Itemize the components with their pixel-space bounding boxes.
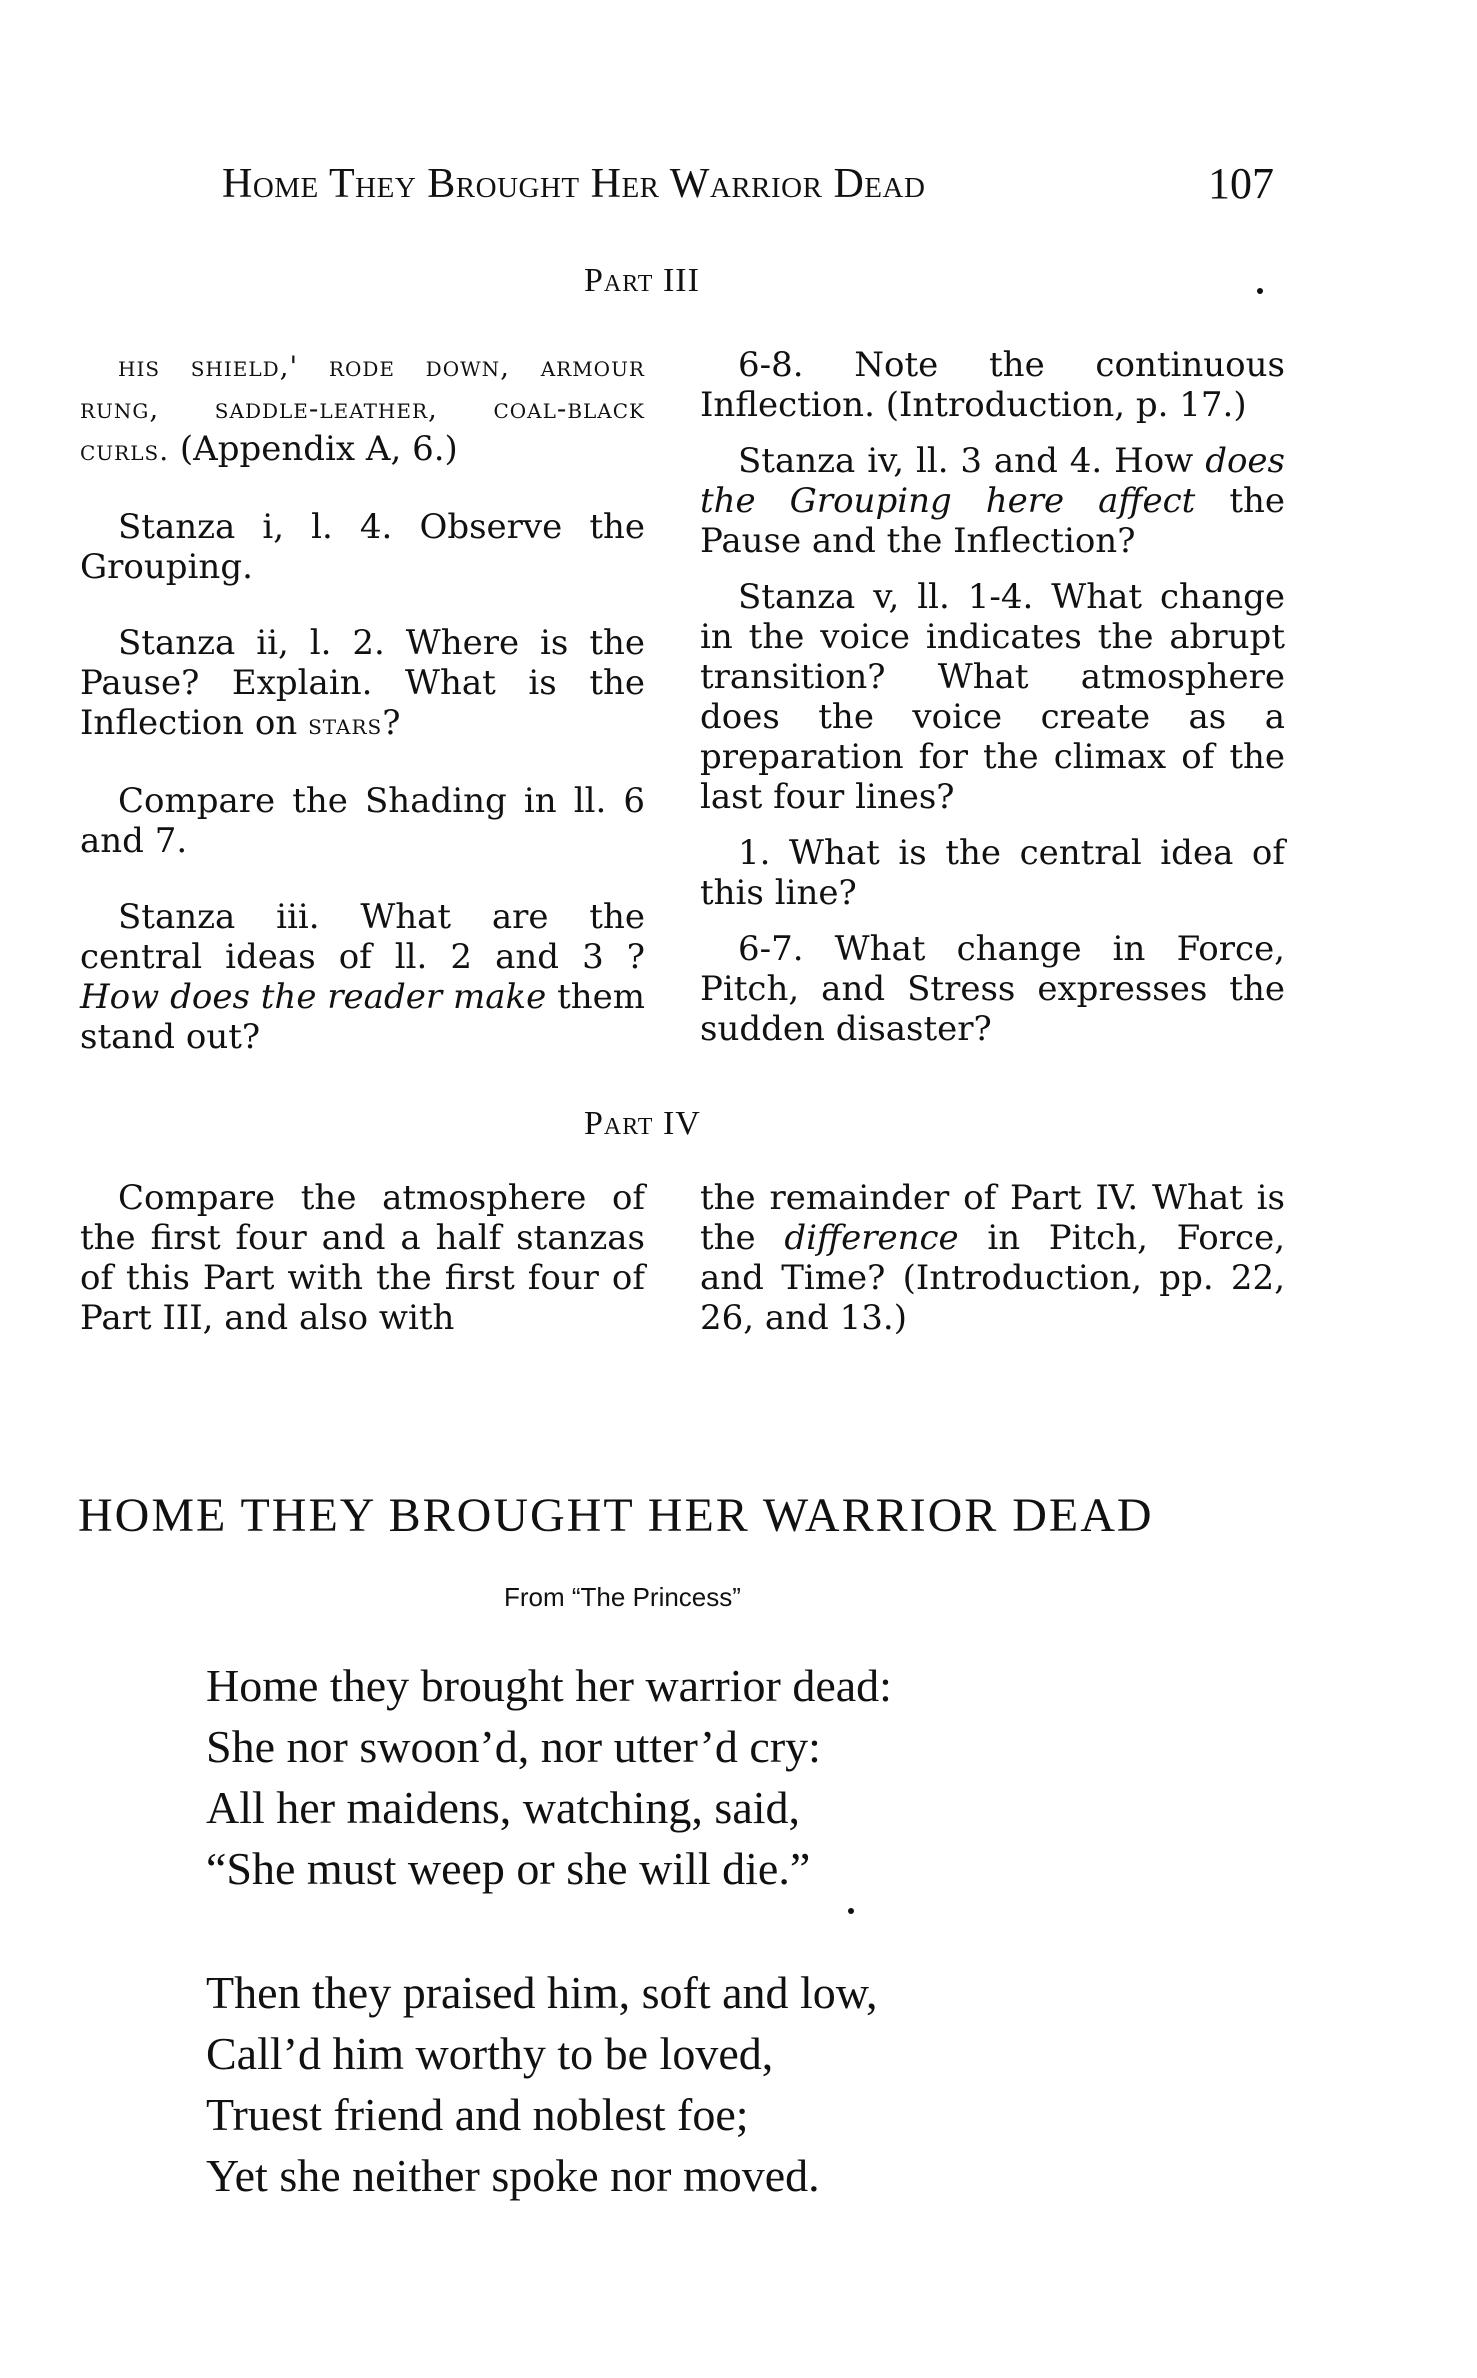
poem-line: Then they praised him, soft and low, — [206, 1967, 878, 2018]
poem-subtitle: From “The Princess” — [504, 1582, 741, 1612]
note-stanza-i: Stanza i, l. 4. Observe the Grouping. — [80, 507, 645, 587]
poem-line: All her maidens, watching, said, — [206, 1782, 801, 1833]
poem-title: HOME THEY BROUGHT HER WARRIOR DEAD — [78, 1489, 1154, 1542]
part-iii-heading: Part III — [584, 262, 700, 299]
note-compare-atmosphere: Compare the atmosphere of the first four and a half stanzas of this Part with the first four of Part III, and also with — [80, 1178, 645, 1338]
poem-line: “She must weep or she will die.” — [206, 1843, 811, 1894]
part-iii-left-column — [80, 345, 645, 1057]
stray-dot — [1257, 288, 1263, 294]
note-line-1: 1. What is the central idea of this line? — [700, 833, 1285, 913]
part-iv-right-column — [700, 1178, 1285, 1338]
part-iv-left-column — [80, 1178, 645, 1338]
poem-line: She nor swoon’d, nor utter’d cry: — [206, 1721, 821, 1772]
note-appendix: his shield,' rode down, armour rung, saddle-leather, coal-black curls. (Appendix A, 6.) — [80, 350, 645, 469]
note-6-8: 6-8. Note the continuous Inflection. (Introduction, p. 17.) — [700, 345, 1285, 425]
part-iv-heading: Part IV — [584, 1105, 701, 1142]
note-keywords: his shield,' rode down, armour rung, saddle-leather, coal-black curls. — [80, 350, 645, 467]
note-difference: the remainder of Part IV. What is the difference in Pitch, Force, and Time? (Introduction, pp. 22, 26, and 13.) — [700, 1178, 1286, 1338]
note-stanza-v: Stanza v, ll. 1-4. What change in the voice indicates the abrupt transition? What atmosphere does the voice create as a preparation for the climax of the last four lines? — [700, 577, 1285, 817]
running-title: Home They Brought Her Warrior Dead — [222, 161, 926, 207]
ornament-dot — [848, 1908, 854, 1914]
note-stanza-iv: Stanza iv, ll. 3 and 4. How does the Grouping here affect the Pause and the Inflection? — [700, 441, 1286, 561]
page-number: 107 — [1208, 159, 1274, 208]
poem-line: Home they brought her warrior dead: — [206, 1660, 892, 1711]
note-shading: Compare the Shading in ll. 6 and 7. — [80, 781, 645, 861]
note-6-7: 6-7. What change in Force, Pitch, and Stress expresses the sudden disaster? — [700, 929, 1285, 1049]
part-iii-right-column — [700, 345, 1285, 1049]
poem-line: Truest friend and noblest foe; — [206, 2089, 749, 2140]
poem-stanza-2 — [206, 1962, 878, 2206]
note-stanza-ii: Stanza ii, l. 2. Where is the Pause? Explain. What is the Inflection on stars? — [80, 623, 645, 743]
poem-line: Yet she neither spoke nor moved. — [206, 2150, 820, 2201]
note-stanza-iii: Stanza iii. What are the central ideas of ll. 2 and 3 ? How does the reader make them stand out? — [80, 897, 645, 1057]
poem-stanza-1 — [206, 1655, 892, 1899]
poem-line: Call’d him worthy to be loved, — [206, 2028, 774, 2079]
